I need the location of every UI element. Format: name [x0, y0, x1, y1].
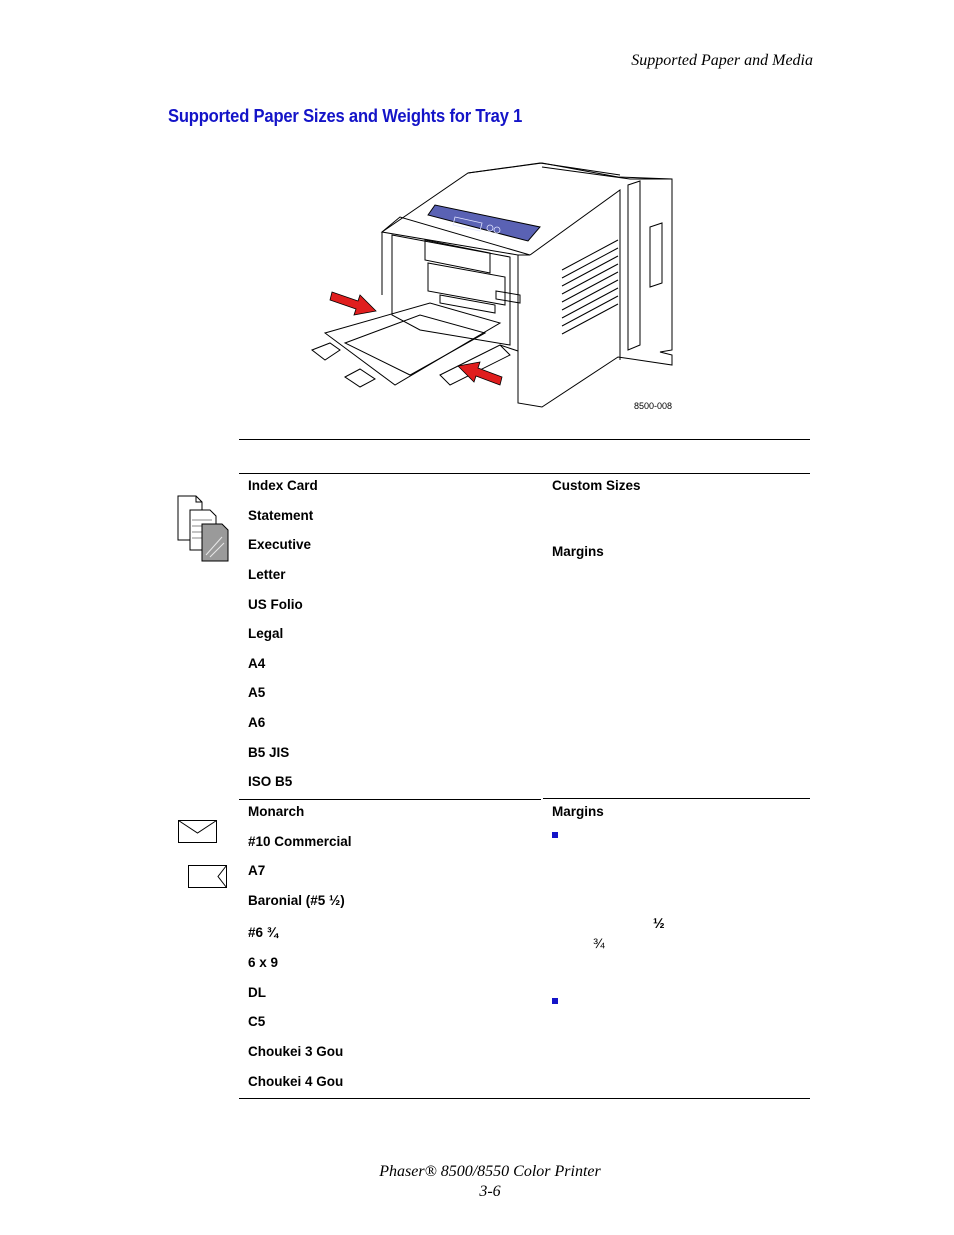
envelope-size-item: Monarch — [248, 804, 305, 819]
paper-margins-label: Margins — [552, 544, 604, 559]
paper-size-item: US Folio — [248, 597, 303, 612]
paper-size-item: A6 — [248, 715, 266, 730]
paper-size-item: B5 JIS — [248, 745, 290, 760]
paper-size-item: Executive — [248, 537, 312, 552]
figure-code: 8500-008 — [634, 401, 673, 411]
bullet-square — [552, 832, 558, 838]
envelope-size-item: Baronial (#5 ½) — [248, 893, 345, 908]
envelope-size-item: C5 — [248, 1014, 266, 1029]
section-title: Supported Paper Sizes and Weights for Tray 1 — [168, 106, 523, 126]
footer-product: Phaser® 8500/8550 Color Printer — [379, 1163, 601, 1180]
paper-size-item: A4 — [248, 656, 266, 671]
paper-size-item: Statement — [248, 508, 314, 523]
fraction-half: ½ — [653, 915, 665, 931]
envelope-margins-label: Margins — [552, 804, 604, 819]
envelope-size-item: 6 x 9 — [248, 955, 279, 970]
envelope-side-flap-icon — [188, 865, 228, 889]
running-header: Supported Paper and Media — [631, 52, 813, 69]
envelope-size-item: A7 — [248, 863, 266, 878]
table-bottom-rule — [239, 1098, 810, 1099]
table-top-rule — [239, 439, 810, 440]
custom-sizes-label: Custom Sizes — [552, 478, 641, 493]
envelope-size-item: Choukei 4 Gou — [248, 1074, 344, 1089]
paper-size-item: A5 — [248, 685, 266, 700]
envelope-flap-icon — [178, 820, 218, 844]
envelope-size-item: #10 Commercial — [248, 834, 352, 849]
table-header-rule — [239, 473, 810, 474]
envelope-size-item: DL — [248, 985, 266, 1000]
bullet-square — [552, 998, 558, 1004]
paper-size-item: Letter — [248, 567, 286, 582]
paper-size-item: Legal — [248, 626, 284, 641]
table-divider-right — [543, 798, 810, 799]
paper-size-item: ISO B5 — [248, 774, 293, 789]
fraction-three-quarters: ¾ — [593, 935, 605, 951]
printer-tray1-illustration — [300, 155, 680, 415]
paper-stack-icon — [176, 495, 232, 563]
envelope-size-item: Choukei 3 Gou — [248, 1044, 344, 1059]
footer-page-number: 3-6 — [479, 1183, 501, 1200]
table-divider-left — [239, 799, 541, 800]
paper-size-item: Index Card — [248, 478, 318, 493]
envelope-size-item: #6 ¾ — [248, 925, 279, 940]
page-footer — [0, 1162, 954, 1202]
